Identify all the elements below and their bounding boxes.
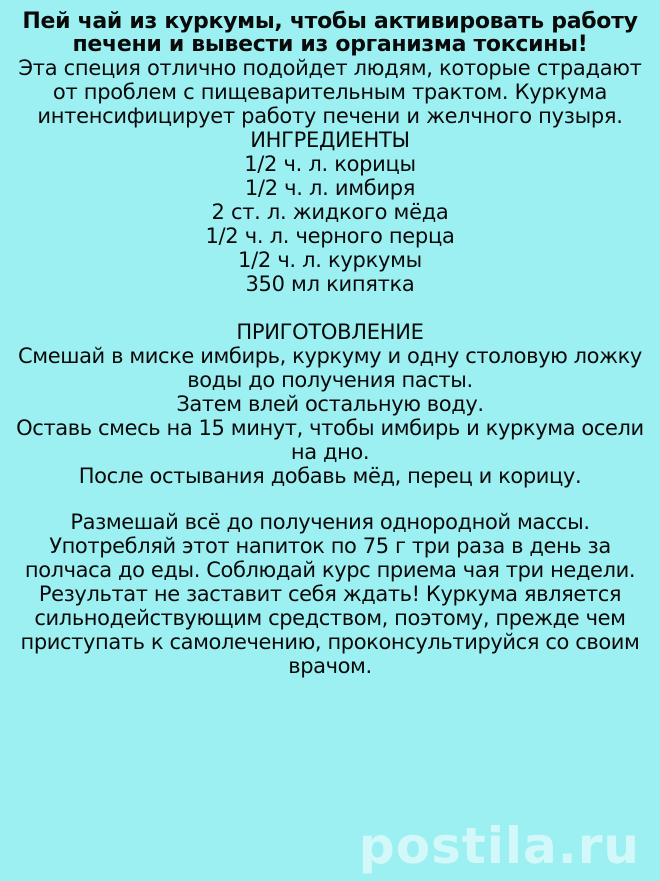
section-gap xyxy=(10,296,650,320)
ingredient-item: 1/2 ч. л. корицы xyxy=(244,152,416,176)
recipe-title: Пей чай из куркумы, чтобы активировать работу печени и вывести из организма токсины! xyxy=(22,9,638,57)
ingredient-item: 1/2 ч. л. имбиря xyxy=(244,176,416,200)
preparation-step: После остывания добавь мёд, перец и корицу. xyxy=(78,464,582,488)
watermark: postila.ru xyxy=(358,817,640,875)
ingredient-item: 2 ст. л. жидкого мёда xyxy=(211,200,449,224)
intro-paragraph: Эта специя отлично подойдет людям, которые страдают от проблем с пищеварительным трактом. Куркума интенсифицирует работу печени и желчного пузыря. xyxy=(18,56,642,128)
preparation-step: Затем влей остальную воду. xyxy=(176,392,484,416)
section-gap xyxy=(10,488,650,510)
preparation-heading: ПРИГОТОВЛЕНИЕ xyxy=(236,320,424,344)
ingredients-heading: ИНГРЕДИЕНТЫ xyxy=(250,128,410,152)
preparation-step: Смешай в миске имбирь, куркуму и одну столовую ложку воды до получения пасты. xyxy=(18,344,642,392)
ingredients-list xyxy=(10,152,650,296)
ingredient-item: 350 мл кипятка xyxy=(245,272,415,296)
preparation-step: Размешай всё до получения однородной массы. xyxy=(70,510,590,534)
ingredient-item: 1/2 ч. л. черного перца xyxy=(205,224,455,248)
preparation-step: Оставь смесь на 15 минут, чтобы имбирь и куркума осели на дно. xyxy=(16,416,644,464)
usage-paragraph: Употребляй этот напиток по 75 г три раза в день за полчаса до еды. Соблюдай курс приема чая три недели. Результат не заставит себя ждать! Куркума является сильнодействующим средством, поэтому, прежде чем приступать к самолечению, проконсультируйся со своим врачом. xyxy=(20,534,640,678)
ingredient-item: 1/2 ч. л. куркумы xyxy=(238,248,422,272)
